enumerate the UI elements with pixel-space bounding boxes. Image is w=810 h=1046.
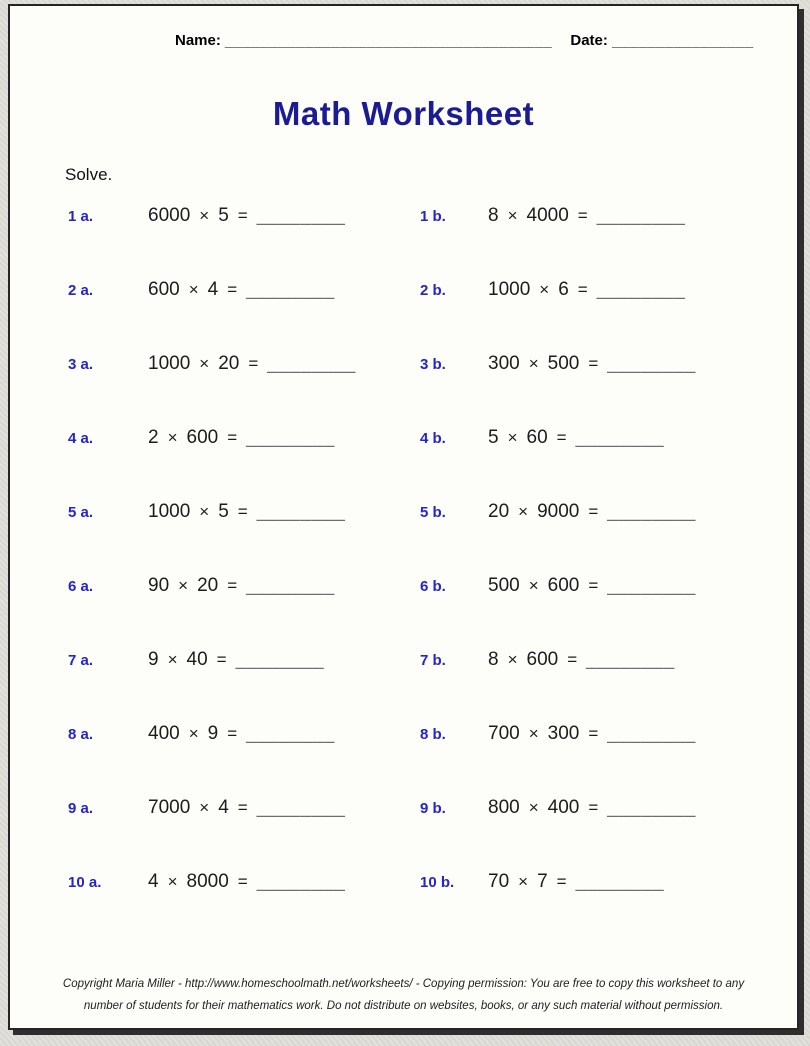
problem-row bbox=[10, 279, 797, 353]
factor-2: 40 bbox=[186, 649, 208, 670]
factor-2: 4 bbox=[218, 797, 229, 818]
times-symbol: × bbox=[167, 872, 178, 891]
expression bbox=[148, 575, 335, 597]
problem-3a bbox=[68, 353, 420, 375]
problem-3b bbox=[420, 353, 797, 375]
factor-2: 20 bbox=[197, 575, 219, 596]
factor-1: 500 bbox=[488, 575, 520, 596]
problem-number-label: 4 b. bbox=[420, 430, 446, 447]
problem-number-label: 7 b. bbox=[420, 652, 446, 669]
problem-number-label: 8 a. bbox=[68, 726, 94, 743]
expression bbox=[148, 797, 345, 819]
answer-blank[interactable]: ________ bbox=[596, 279, 686, 300]
answer-blank[interactable]: ________ bbox=[246, 427, 335, 448]
problem-number-label: 10 a. bbox=[68, 874, 102, 891]
problem-2b bbox=[420, 279, 797, 301]
answer-blank[interactable]: ________ bbox=[607, 575, 696, 596]
worksheet-page bbox=[8, 4, 799, 1030]
times-symbol: × bbox=[528, 798, 539, 817]
answer-blank[interactable]: ________ bbox=[267, 353, 356, 374]
problem-number-label: 4 a. bbox=[68, 430, 94, 447]
factor-2: 4000 bbox=[526, 205, 569, 226]
expression bbox=[148, 649, 324, 671]
times-symbol: × bbox=[188, 280, 199, 299]
equals-symbol: = bbox=[588, 502, 599, 521]
times-symbol: × bbox=[507, 428, 518, 447]
expression bbox=[488, 353, 696, 375]
problem-number-label: 2 b. bbox=[420, 282, 446, 299]
answer-blank[interactable]: ________ bbox=[256, 501, 346, 522]
equals-symbol: = bbox=[577, 206, 588, 225]
name-date-header bbox=[175, 32, 797, 49]
factor-1: 90 bbox=[148, 575, 170, 596]
equals-symbol: = bbox=[237, 206, 248, 225]
equals-symbol: = bbox=[227, 576, 238, 595]
factor-1: 400 bbox=[148, 723, 180, 744]
times-symbol: × bbox=[528, 724, 539, 743]
copyright-footer bbox=[10, 974, 797, 1018]
times-symbol: × bbox=[178, 576, 189, 595]
problem-10a bbox=[68, 871, 420, 893]
problem-row bbox=[10, 353, 797, 427]
problem-1a bbox=[68, 205, 420, 227]
instruction-text: Solve. bbox=[65, 165, 113, 184]
date-label: Date: bbox=[570, 32, 608, 49]
factor-2: 500 bbox=[547, 353, 580, 374]
factor-2: 4 bbox=[207, 279, 219, 300]
equals-symbol: = bbox=[248, 354, 259, 373]
page-title: Math Worksheet bbox=[272, 95, 535, 132]
problem-1b bbox=[420, 205, 797, 227]
problem-number-label: 3 a. bbox=[68, 356, 94, 373]
problem-row bbox=[10, 797, 797, 871]
times-symbol: × bbox=[518, 872, 529, 891]
times-symbol: × bbox=[167, 650, 178, 669]
problem-row bbox=[10, 723, 797, 797]
factor-2: 7 bbox=[537, 871, 548, 892]
equals-symbol: = bbox=[588, 354, 599, 373]
factor-1: 20 bbox=[488, 501, 510, 522]
factor-1: 4 bbox=[148, 871, 159, 892]
problem-row bbox=[10, 205, 797, 279]
equals-symbol: = bbox=[237, 502, 248, 521]
times-symbol: × bbox=[507, 206, 518, 225]
equals-symbol: = bbox=[588, 576, 599, 595]
equals-symbol: = bbox=[577, 280, 588, 299]
factor-1: 600 bbox=[148, 279, 180, 300]
times-symbol: × bbox=[528, 354, 539, 373]
problem-number-label: 1 a. bbox=[68, 208, 94, 225]
problem-10b bbox=[420, 871, 797, 893]
answer-blank[interactable]: ________ bbox=[607, 501, 696, 522]
times-symbol: × bbox=[507, 650, 518, 669]
factor-1: 8 bbox=[488, 205, 499, 226]
problem-7b bbox=[420, 649, 797, 671]
expression bbox=[488, 649, 675, 671]
answer-blank[interactable]: ________ bbox=[256, 871, 346, 892]
expression bbox=[148, 501, 345, 523]
expression bbox=[148, 871, 345, 893]
date-blank-field[interactable]: ________________ bbox=[612, 32, 754, 49]
factor-1: 9 bbox=[148, 649, 159, 670]
problem-number-label: 6 a. bbox=[68, 578, 94, 595]
equals-symbol: = bbox=[227, 724, 238, 743]
times-symbol: × bbox=[199, 798, 210, 817]
times-symbol: × bbox=[199, 206, 210, 225]
answer-blank[interactable]: ________ bbox=[586, 649, 675, 670]
expression bbox=[148, 427, 335, 449]
answer-blank[interactable]: ________ bbox=[246, 279, 335, 300]
factor-2: 60 bbox=[526, 427, 548, 448]
factor-2: 400 bbox=[547, 797, 580, 818]
answer-blank[interactable]: ________ bbox=[246, 575, 335, 596]
factor-2: 6 bbox=[558, 279, 569, 300]
equals-symbol: = bbox=[556, 872, 567, 891]
problem-number-label: 2 a. bbox=[68, 282, 94, 299]
name-blank-field[interactable]: _____________________________________ bbox=[225, 32, 553, 49]
problem-2a bbox=[68, 279, 420, 301]
equals-symbol: = bbox=[567, 650, 578, 669]
times-symbol: × bbox=[528, 576, 539, 595]
factor-1: 70 bbox=[488, 871, 510, 892]
equals-symbol: = bbox=[216, 650, 227, 669]
factor-1: 7000 bbox=[148, 797, 191, 818]
answer-blank[interactable]: ________ bbox=[256, 205, 346, 226]
times-symbol: × bbox=[199, 354, 210, 373]
problem-8b bbox=[420, 723, 797, 745]
expression bbox=[488, 205, 685, 227]
factor-2: 600 bbox=[186, 427, 219, 448]
expression bbox=[148, 353, 356, 375]
expression bbox=[488, 797, 696, 819]
factor-1: 5 bbox=[488, 427, 499, 448]
answer-blank[interactable]: ________ bbox=[575, 427, 665, 448]
problem-9a bbox=[68, 797, 420, 819]
expression bbox=[488, 427, 664, 449]
problem-number-label: 6 b. bbox=[420, 578, 446, 595]
factor-2: 5 bbox=[218, 501, 229, 522]
problem-number-label: 10 b. bbox=[420, 874, 455, 891]
equals-symbol: = bbox=[237, 872, 248, 891]
expression bbox=[148, 279, 335, 301]
problem-number-label: 9 b. bbox=[420, 800, 446, 817]
expression bbox=[488, 723, 696, 745]
expression bbox=[488, 575, 696, 597]
factor-1: 1000 bbox=[148, 353, 191, 374]
factor-2: 600 bbox=[526, 649, 559, 670]
problem-row bbox=[10, 871, 797, 945]
equals-symbol: = bbox=[588, 724, 599, 743]
answer-blank[interactable]: ________ bbox=[596, 205, 686, 226]
factor-1: 300 bbox=[488, 353, 520, 374]
expression bbox=[148, 723, 335, 745]
problem-8a bbox=[68, 723, 420, 745]
problem-row bbox=[10, 649, 797, 723]
factor-1: 2 bbox=[148, 427, 159, 448]
problem-number-label: 8 b. bbox=[420, 726, 446, 743]
factor-2: 5 bbox=[218, 205, 229, 226]
times-symbol: × bbox=[518, 502, 529, 521]
equals-symbol: = bbox=[237, 798, 248, 817]
problem-6a bbox=[68, 575, 420, 597]
equals-symbol: = bbox=[556, 428, 567, 447]
expression bbox=[148, 205, 345, 227]
problem-number-label: 5 a. bbox=[68, 504, 94, 521]
problem-5b bbox=[420, 501, 797, 523]
problem-number-label: 7 a. bbox=[68, 652, 94, 669]
factor-2: 9000 bbox=[537, 501, 580, 522]
times-symbol: × bbox=[199, 502, 210, 521]
expression bbox=[488, 501, 696, 523]
problem-6b bbox=[420, 575, 797, 597]
factor-1: 8 bbox=[488, 649, 499, 670]
answer-blank[interactable]: ________ bbox=[607, 723, 696, 744]
factor-1: 800 bbox=[488, 797, 520, 818]
answer-blank[interactable]: ________ bbox=[246, 723, 335, 744]
problem-9b bbox=[420, 797, 797, 819]
answer-blank[interactable]: ________ bbox=[607, 797, 696, 818]
times-symbol: × bbox=[188, 724, 199, 743]
factor-2: 9 bbox=[207, 723, 219, 744]
factor-1: 700 bbox=[488, 723, 520, 744]
answer-blank[interactable]: ________ bbox=[235, 649, 325, 670]
problem-number-label: 1 b. bbox=[420, 208, 446, 225]
problem-4b bbox=[420, 427, 797, 449]
answer-blank[interactable]: ________ bbox=[575, 871, 665, 892]
name-label: Name: bbox=[175, 32, 221, 49]
problem-row bbox=[10, 427, 797, 501]
answer-blank[interactable]: ________ bbox=[607, 353, 696, 374]
problem-4a bbox=[68, 427, 420, 449]
equals-symbol: = bbox=[227, 428, 238, 447]
times-symbol: × bbox=[167, 428, 178, 447]
times-symbol: × bbox=[539, 280, 550, 299]
factor-2: 8000 bbox=[186, 871, 229, 892]
factor-1: 1000 bbox=[148, 501, 191, 522]
expression bbox=[488, 279, 685, 301]
factor-2: 20 bbox=[218, 353, 240, 374]
problem-number-label: 5 b. bbox=[420, 504, 446, 521]
equals-symbol: = bbox=[588, 798, 599, 817]
copyright-line-1: Copyright Maria Miller - http://www.homeschoolmath.net/worksheets/ - Copying permission: You are free to copy this worksheet to any bbox=[62, 978, 745, 991]
factor-1: 1000 bbox=[488, 279, 531, 300]
factor-2: 600 bbox=[547, 575, 580, 596]
answer-blank[interactable]: ________ bbox=[256, 797, 346, 818]
problem-number-label: 9 a. bbox=[68, 800, 94, 817]
problem-row bbox=[10, 575, 797, 649]
problems-list bbox=[10, 205, 797, 945]
expression bbox=[488, 871, 664, 893]
problem-row bbox=[10, 501, 797, 575]
factor-2: 300 bbox=[547, 723, 580, 744]
problem-5a bbox=[68, 501, 420, 523]
factor-1: 6000 bbox=[148, 205, 191, 226]
problem-number-label: 3 b. bbox=[420, 356, 446, 373]
copyright-line-2: number of students for their mathematics work. Do not distribute on websites, books, or any such material without permission. bbox=[83, 1000, 724, 1013]
equals-symbol: = bbox=[227, 280, 238, 299]
problem-7a bbox=[68, 649, 420, 671]
